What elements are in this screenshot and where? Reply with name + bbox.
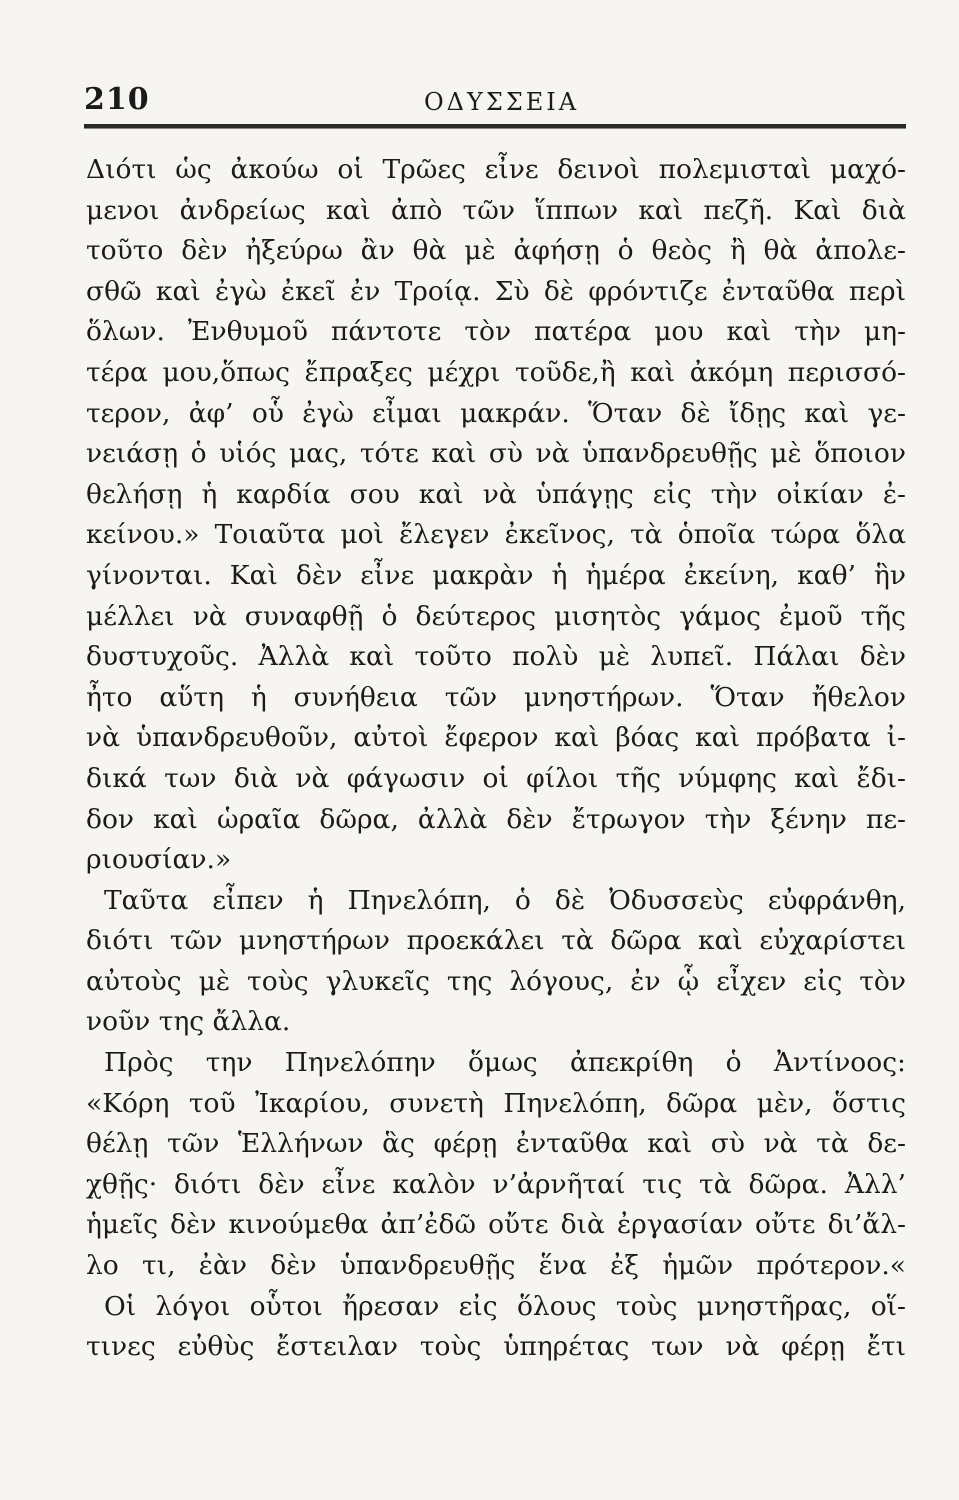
text-line: ριουσίαν.»: [86, 844, 232, 876]
text-line: μέλλει νὰ συναφθῇ ὁ δεύτερος μισητὸς γάμος ἐμοῦ τῆς: [86, 600, 906, 632]
text-line: τέρα μου,ὅπως ἔπραξες μέχρι τοῦδε,ἢ καὶ ἀκόμη περισσό-: [86, 356, 906, 388]
text-line: Πρὸς την Πηνελόπην ὅμως ἀπεκρίθη ὁ Ἀντίνοος:: [104, 1047, 906, 1079]
text-line: μενοι ἀνδρείως καὶ ἀπὸ τῶν ἵππων καὶ πεζῆ. Καὶ διὰ: [86, 194, 906, 226]
text-line: ὅλων. Ἐνθυμοῦ πάντοτε τὸν πατέρα μου καὶ τὴν μη-: [86, 316, 906, 348]
text-line: γίνονται. Καὶ δὲν εἶνε μακρὰν ἡ ἡμέρα ἐκείνη, καθ’ ἣν: [86, 559, 906, 591]
text-line: χθῇς· διότι δὲν εἶνε καλὸν ν’ἀρνῆταί τις τὰ δῶρα. Ἀλλ’: [86, 1168, 906, 1200]
text-line: δικά των διὰ νὰ φάγωσιν οἱ φίλοι τῆς νύμφης καὶ ἔδι-: [86, 762, 906, 794]
text-line: Οἱ λόγοι οὗτοι ἤρεσαν εἰς ὅλους τοὺς μνηστῆρας, οἵ-: [104, 1290, 906, 1322]
text-line: διότι τῶν μνηστήρων προεκάλει τὰ δῶρα καὶ εὐχαρίστει: [86, 925, 906, 957]
text-line: ἦτο αὕτη ἡ συνήθεια τῶν μνηστήρων. Ὅταν ἤθελον: [86, 681, 906, 713]
text-line: σθῶ καὶ ἐγὼ ἐκεῖ ἐν Τροίᾳ. Σὺ δὲ φρόντιζε ἐνταῦθα περὶ: [86, 275, 906, 307]
text-line: αὐτοὺς μὲ τοὺς γλυκεῖς της λόγους, ἐν ᾧ εἶχεν εἰς τὸν: [86, 965, 906, 997]
text-line: τινες εὐθὺς ἔστειλαν τοὺς ὑπηρέτας των νὰ φέρῃ ἔτι: [86, 1331, 906, 1363]
text-line: Ταῦτα εἶπεν ἡ Πηνελόπη, ὁ δὲ Ὀδυσσεὺς εὐφράνθη,: [104, 884, 906, 916]
text-line: νὰ ὑπανδρευθοῦν, αὐτοὶ ἔφερον καὶ βόας καὶ πρόβατα ἰ-: [86, 722, 906, 754]
page-number: 210: [84, 82, 150, 117]
body-text: [86, 150, 906, 1368]
text-line: θέλῃ τῶν Ἑλλήνων ἃς φέρῃ ἐνταῦθα καὶ σὺ νὰ τὰ δε-: [86, 1128, 906, 1160]
text-line: ἡμεῖς δὲν κινούμεθα ἀπ’ἐδῶ οὔτε διὰ ἐργασίαν οὔτε δι’ἄλ-: [86, 1209, 906, 1241]
text-line: νειάσῃ ὁ υἱός μας, τότε καὶ σὺ νὰ ὑπανδρευθῇς μὲ ὅποιον: [86, 438, 906, 470]
header-rule: [84, 124, 906, 129]
text-line: δον καὶ ὡραῖα δῶρα, ἀλλὰ δὲν ἔτρωγον τὴν ξένην πε-: [86, 803, 906, 835]
text-line: θελήσῃ ἡ καρδία σου καὶ νὰ ὑπάγῃς εἰς τὴν οἰκίαν ἐ-: [86, 478, 906, 510]
text-line: νοῦν της ἄλλα.: [86, 1006, 291, 1038]
text-line: λο τι, ἐὰν δὲν ὑπανδρευθῇς ἕνα ἐξ ἡμῶν πρότερον.«: [86, 1250, 906, 1282]
text-line: τερον, ἀφ’ οὗ ἐγὼ εἶμαι μακράν. Ὅταν δὲ ἴδῃς καὶ γε-: [86, 397, 906, 429]
running-title: ΟΔΥΣΣΕΙΑ: [424, 88, 580, 116]
text-line: τοῦτο δὲν ἠξεύρω ἂν θὰ μὲ ἀφήσῃ ὁ θεὸς ἢ θὰ ἀπολε-: [86, 235, 906, 267]
text-line: Διότι ὡς ἀκούω οἱ Τρῶες εἶνε δεινοὶ πολεμισταὶ μαχό-: [86, 154, 906, 185]
text-line: κείνου.» Τοιαῦτα μοὶ ἔλεγεν ἐκεῖνος, τὰ ὁποῖα τώρα ὅλα: [86, 519, 906, 551]
text-line: δυστυχοῦς. Ἀλλὰ καὶ τοῦτο πολὺ μὲ λυπεῖ. Πάλαι δὲν: [86, 641, 906, 673]
text-line: «Κόρη τοῦ Ἰκαρίου, συνετὴ Πηνελόπη, δῶρα μὲν, ὅστις: [86, 1087, 906, 1119]
page-header: [84, 78, 906, 122]
